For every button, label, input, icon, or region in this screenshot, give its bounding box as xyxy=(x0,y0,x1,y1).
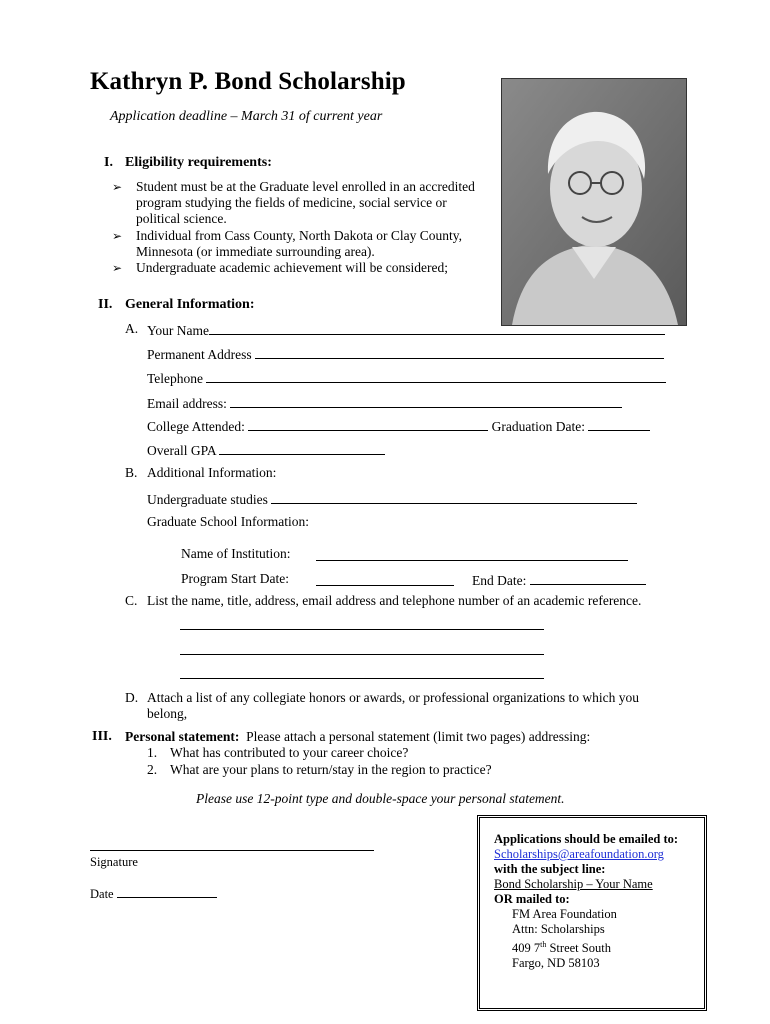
end-date-label: End Date: xyxy=(472,573,527,588)
subject-line-text: Bond Scholarship – Your Name xyxy=(494,877,653,891)
label-d: D. xyxy=(125,690,139,705)
email-field[interactable] xyxy=(147,394,622,412)
section3-intro-text: Please attach a personal statement (limit two pages) addressing: xyxy=(246,729,591,744)
attach-instruction-1: Attach a list of any collegiate honors or awards, or professional organizations to which you xyxy=(147,690,639,705)
submission-instructions-box xyxy=(477,815,707,1011)
bullet-line: Student must be at the Graduate level enrolled in an accredited xyxy=(136,179,475,194)
graduation-date-label: Graduation Date: xyxy=(491,419,585,434)
graduation-date-input-line[interactable] xyxy=(588,417,650,431)
section3-heading: Personal statement: xyxy=(125,729,240,744)
question-2: What are your plans to return/stay in the region to practice? xyxy=(170,762,492,777)
date-field[interactable] xyxy=(90,886,217,902)
address-field[interactable] xyxy=(147,345,664,363)
section2-heading: General Information: xyxy=(125,297,255,312)
subject-line-label: with the subject line: xyxy=(494,862,606,876)
signature-input-line[interactable] xyxy=(90,850,374,851)
signature-label: Signature xyxy=(90,855,138,869)
telephone-input-line[interactable] xyxy=(206,369,666,383)
gpa-field[interactable] xyxy=(147,441,385,459)
attach-instruction-2: belong, xyxy=(147,706,188,721)
address-org: FM Area Foundation xyxy=(512,907,617,921)
reference-input-line[interactable] xyxy=(180,654,544,655)
portrait-photo-icon xyxy=(502,79,686,325)
address-attn: Attn: Scholarships xyxy=(512,922,605,936)
question-1-number: 1. xyxy=(147,745,158,760)
email-link[interactable]: Scholarships@areafoundation.org xyxy=(494,847,664,861)
portrait-photo xyxy=(501,78,687,326)
page-title: Kathryn P. Bond Scholarship xyxy=(90,68,406,95)
college-input-line[interactable] xyxy=(248,417,488,431)
box-heading: Applications should be emailed to: xyxy=(494,832,679,846)
start-date-label: Program Start Date: xyxy=(181,571,289,586)
list-item xyxy=(112,260,492,276)
arrow-bullet-icon: ➢ xyxy=(112,228,123,243)
label-a: A. xyxy=(125,321,139,336)
section1-heading: Eligibility requirements: xyxy=(125,155,272,170)
additional-info-label: Additional Information: xyxy=(147,465,277,480)
reference-input-line[interactable] xyxy=(180,629,544,630)
mail-label: OR mailed to: xyxy=(494,892,570,906)
college-field[interactable] xyxy=(147,417,650,435)
section2-number: II. xyxy=(98,297,113,312)
bullet-line: political science. xyxy=(136,211,227,227)
college-label: College Attended: xyxy=(147,419,245,434)
section3-number: III. xyxy=(92,729,112,744)
reference-input-line[interactable] xyxy=(180,678,544,679)
question-2-number: 2. xyxy=(147,762,158,777)
institution-input-line[interactable] xyxy=(316,547,628,561)
undergrad-input-line[interactable] xyxy=(271,490,637,504)
start-date-input-line[interactable] xyxy=(316,572,454,586)
address-input-line[interactable] xyxy=(255,345,664,359)
address-city: Fargo, ND 58103 xyxy=(512,956,600,971)
date-input-line[interactable] xyxy=(117,886,217,898)
question-1: What has contributed to your career choice? xyxy=(170,745,409,760)
street-number: 409 7 xyxy=(512,941,541,956)
deadline-text: Application deadline – March 31 of current year xyxy=(110,109,383,124)
institution-label: Name of Institution: xyxy=(181,546,291,561)
name-label: Your Name xyxy=(147,323,210,338)
personal-statement-intro xyxy=(125,729,590,745)
undergrad-field[interactable] xyxy=(147,490,637,508)
arrow-bullet-icon: ➢ xyxy=(112,180,123,194)
street-name: Street South xyxy=(546,941,611,956)
end-date-input-line[interactable] xyxy=(530,571,646,585)
email-input-line[interactable] xyxy=(230,394,622,408)
address-label: Permanent Address xyxy=(147,347,252,362)
street-suffix: th xyxy=(540,940,547,949)
telephone-label: Telephone xyxy=(147,371,204,386)
section1-number: I. xyxy=(104,155,113,170)
bullet-line: program studying the fields of medicine, social service or xyxy=(136,195,447,211)
undergrad-label: Undergraduate studies xyxy=(147,492,268,507)
bullet-line: Undergraduate academic achievement will be considered; xyxy=(136,260,448,276)
bullet-line: Minnesota (or immediate surrounding area). xyxy=(136,243,375,259)
address-street xyxy=(494,937,694,956)
formatting-note: Please use 12-point type and double-space your personal statement. xyxy=(196,791,565,806)
bullet-line: Individual from Cass County, North Dakota or Clay County, xyxy=(136,227,462,243)
eligibility-list xyxy=(112,179,492,276)
email-label: Email address: xyxy=(147,396,227,411)
label-b: B. xyxy=(125,465,138,480)
list-item xyxy=(112,179,492,228)
name-input-line[interactable] xyxy=(209,321,665,335)
arrow-bullet-icon: ➢ xyxy=(112,261,123,276)
name-field[interactable] xyxy=(147,321,665,339)
reference-instruction: List the name, title, address, email address and telephone number of an academic reference. xyxy=(147,593,642,608)
telephone-field[interactable] xyxy=(147,369,666,387)
end-date-field[interactable] xyxy=(472,571,646,589)
grad-school-label: Graduate School Information: xyxy=(147,514,309,529)
date-label: Date xyxy=(90,887,114,901)
gpa-label: Overall GPA xyxy=(147,443,216,458)
gpa-input-line[interactable] xyxy=(219,441,385,455)
label-c: C. xyxy=(125,593,138,608)
list-item xyxy=(112,228,492,260)
